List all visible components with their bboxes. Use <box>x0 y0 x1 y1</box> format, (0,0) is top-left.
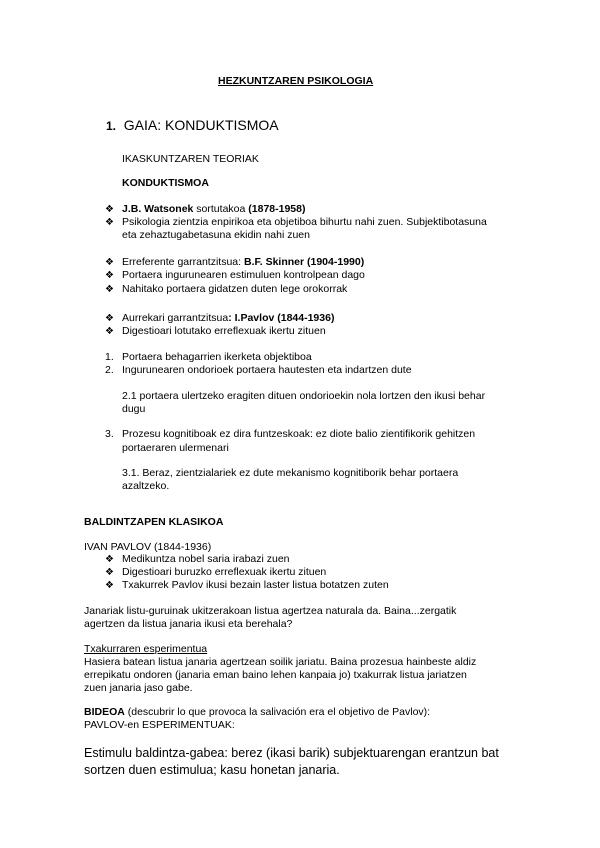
watson-name: J.B. Watsonek <box>122 203 194 215</box>
experiment-line-3: zuen janaria jaso gabe. <box>84 682 193 694</box>
pavlov-ref-pre: Aurrekari garrantzitsua <box>122 312 229 324</box>
pavlov-ref-name: : I.Pavlov (1844-1936) <box>228 312 335 324</box>
skinner-name: B.F. Skinner (1904-1990) <box>243 256 365 268</box>
pavlov-experiments-heading: PAVLOV-en ESPERIMENTUAK: <box>84 719 235 731</box>
paragraph-1-line-2: agertzen da listua janaria ikusi eta berehala? <box>84 618 293 630</box>
chapter-gaia: GAIA <box>123 117 158 133</box>
skinner-line <box>122 256 364 269</box>
sub-item-3-1-a: 3.1. Beraz, zientzialariek ez dute mekanismo kognitiborik behar portaera <box>122 467 459 479</box>
ivan-item-2: Digestioari buruzko erreflexuak ikertu zituen <box>122 566 327 578</box>
skinner-item-2: Nahitako portaera gidatzen duten lege orokorrak <box>122 283 348 295</box>
bullet-diamond-icon: ❖ <box>105 257 114 268</box>
bullet-diamond-icon: ❖ <box>105 554 114 565</box>
numbered-item-1: Portaera behagarrien ikerketa objektiboa <box>122 351 312 363</box>
ivan-item-1: Medikuntza nobel saria irabazi zuen <box>122 553 290 565</box>
sub-item-2-1-a: 2.1 portaera ulertzeko eragiten dituen ondorioekin nola lortzen den ikusi behar <box>122 390 486 402</box>
skinner-pre: Erreferente garrantzitsua: <box>122 256 244 268</box>
list-number: 3. <box>105 428 114 440</box>
list-number: 2. <box>105 364 114 376</box>
paragraph-1-line-1: Janariak listu-guruinak ukitzerakoan listua agertzea naturala da. Baina...zergatik <box>84 605 457 617</box>
section-baldintzapen-klasikoa: BALDINTZAPEN KLASIKOA <box>84 516 224 528</box>
video-label: BIDEOA <box>84 706 125 718</box>
experiment-line-1: Hasiera batean listua janaria agertzean soilik jariatu. Baina prozesua hainbeste aldiz <box>84 656 477 668</box>
skinner-item-1: Portaera ingurunearen estimuluen kontrolpean dago <box>122 269 365 281</box>
numbered-item-3-a: Prozesu kognitiboak ez dira funtzeskoak: ez diote balio zientifikorik gehitzen <box>122 428 476 440</box>
pavlov-ref-item-1: Digestioari lotutako erreflexuak ikertu zituen <box>122 325 326 337</box>
chapter-name: KONDUKTISMOA <box>165 117 279 133</box>
bullet-diamond-icon: ❖ <box>105 567 114 578</box>
watson-years: (1878-1958) <box>248 203 306 215</box>
sub-item-3-1-b: azaltzeko. <box>122 480 170 492</box>
subtitle: IKASKUNTZAREN TEORIAK <box>122 153 259 165</box>
chapter-colon: : <box>157 117 162 133</box>
bullet-diamond-icon: ❖ <box>105 284 114 295</box>
ivan-pavlov-heading: IVAN PAVLOV (1844-1936) <box>84 541 212 553</box>
watson-mid: sortutakoa <box>193 203 249 215</box>
ivan-item-3: Txakurrek Pavlov ikusi bezain laster listua botatzen zuten <box>122 579 389 591</box>
video-desc: (descubrir lo que provoca la salivación era el objetivo de Pavlov): <box>124 706 431 718</box>
watson-line <box>122 203 305 216</box>
experiment-heading: Txakurraren esperimentua <box>84 643 208 655</box>
pavlov-ref-line <box>122 312 334 325</box>
sub-item-2-1-b: dugu <box>122 403 146 415</box>
document-title: HEZKUNTZAREN PSIKOLOGIA <box>218 75 374 87</box>
chapter-heading <box>106 117 279 134</box>
definition-line-1: Estimulu baldintza-gabea: berez (ikasi barik) subjektuarengan erantzun bat <box>84 746 499 760</box>
bullet-diamond-icon: ❖ <box>105 204 114 215</box>
watson-desc-1: Psikologia zientzia enpirikoa eta objetiboa bihurtu nahi zuen. Subjektibotasuna <box>122 216 487 228</box>
chapter-number: 1. <box>106 119 117 133</box>
list-number: 1. <box>105 351 114 363</box>
definition-line-2: sortzen duen estimulua; kasu honetan janaria. <box>84 763 340 777</box>
bullet-diamond-icon: ❖ <box>105 326 114 337</box>
experiment-line-2: errepikatu ondoren (janaria eman baino lehen kanpaia jo) txakurrak listua jariatzen <box>84 669 467 681</box>
bullet-diamond-icon: ❖ <box>105 580 114 591</box>
numbered-item-3-b: portaeraren ulermenari <box>122 442 229 454</box>
watson-desc-2: eta zehaztugabetasuna ekidin nahi zuen <box>122 229 310 241</box>
numbered-item-2: Ingurunearen ondorioek portaera hautesten eta indartzen dute <box>122 364 412 376</box>
bullet-diamond-icon: ❖ <box>105 270 114 281</box>
section-konduktismoa: KONDUKTISMOA <box>122 177 209 189</box>
bullet-diamond-icon: ❖ <box>105 313 114 324</box>
bullet-diamond-icon: ❖ <box>105 217 114 228</box>
video-line <box>84 706 430 719</box>
